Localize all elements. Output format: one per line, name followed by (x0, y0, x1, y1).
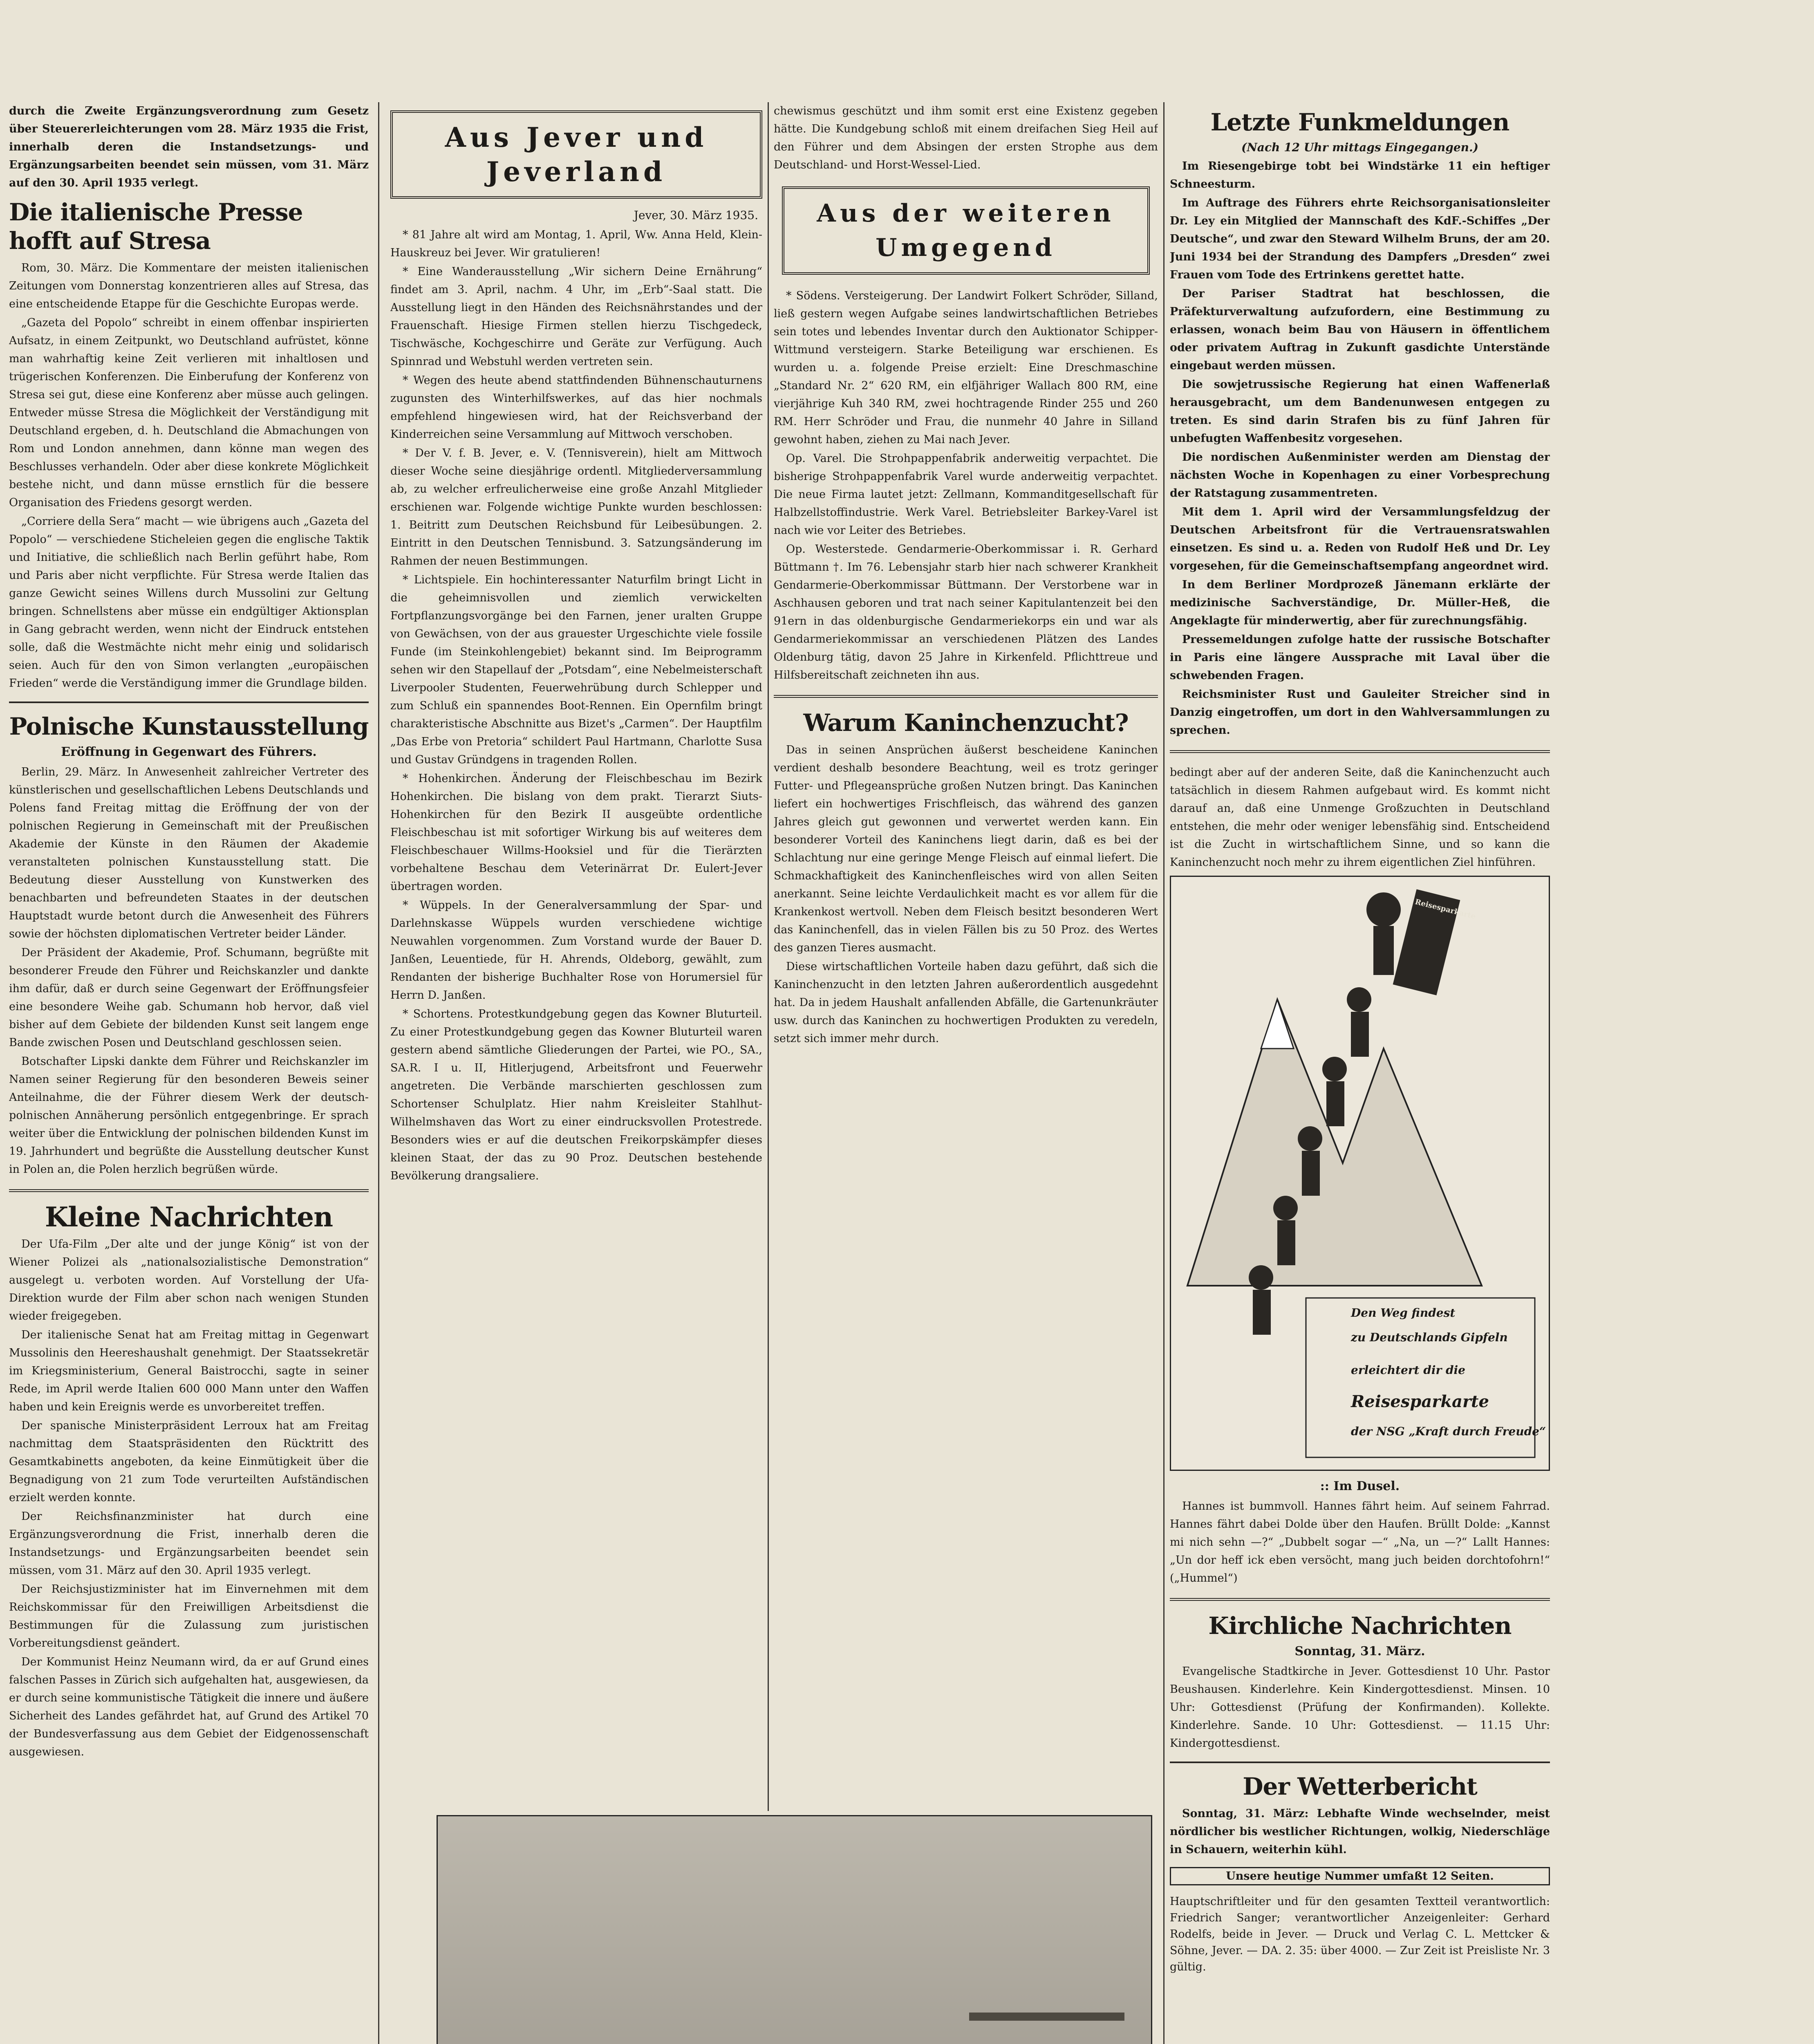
ad-text-line: zu Deutschlands Gipfeln (1351, 1331, 1508, 1344)
photo-image (438, 1816, 1151, 2044)
radio-item: Reichsminister Rust und Gauleiter Streicher sind in Danzig eingetroffen, um dort in den Wahlversammlungen zu sprechen. (1170, 688, 1550, 737)
subheadline: Sonntag, 31. März. (1294, 1644, 1425, 1659)
column-4 (1170, 102, 1550, 2044)
radio-item: In dem Berliner Mordprozeß Jänemann erklärte der medizinische Sachverständige, Dr. Müller-Heß, die Angeklagte für minderwertig, aber für zurechnungsfähig. (1170, 578, 1550, 627)
article-paragraph: Botschafter Lipski dankte dem Führer und Reichskanzler im Namen seiner Regierung für den besonderen Beweis seiner Anteilnahme, die der Führer diesem Werk der deutsch-polnischen Annäherung persönlich entgegenbringe. Er sprach weiter über die Entwicklung der polnischen bildenden Kunst im 19. Jahrhundert und begrüßte die Ausstellung deutscher Kunst in Polen an, die Polen herzlich begrüßen würde. (9, 1055, 369, 1176)
local-item: * Lichtspiele. Ein hochinteressanter Naturfilm bringt Licht in die geheimnisvollen und ziemlich verwickelten Fortpflanzungsvorgänge bei den Farnen, jener uralten Gruppe von Gewächsen, von der aus grauester Urgeschichte viele fossile Funde (im Steinkohlengebiet) bekannt sind. Im Beiprogramm sehen wir den Stapellauf der „Potsdam“, eine Nebelmeisterschaft Liverpooler Studenten, Feuerwehrübung durch Schlepper und zum Schluß ein spannendes Boot-Rennen. Ein Opernfilm bringt charakteristische Abschnitte aus Bizet's „Carmen“. Der Hauptfilm „Das Erbe von Pretoria“ schildert Paul Hartmann, Charlotte Susa und Gustav Gründgens in tragenden Rollen. (390, 574, 762, 766)
radio-item: Der Pariser Stadtrat hat beschlossen, die Präfekturverwaltung aufzufordern, eine Bestimmung zu erlassen, wonach beim Bau von Häusern in öffentlichem oder privatem Auftrag in Zukunft gasdichte Unterstände eingebaut werden müssen. (1170, 287, 1550, 372)
local-item: * Eine Wanderausstellung „Wir sichern Deine Ernährung“ findet am 3. April, nachm. 4 Uhr, im „Erb“-Saal statt. Die Ausstellung liegt in den Händen des Reichsnährstandes und der Frauenschaft. Hiesige Firmen stellen hierzu Tischgedeck, Tischwäsche, Kochgeschirre und Geräte zur Verfügung. Auch Spinnrad und Webstuhl werden vertreten sein. (390, 265, 762, 368)
article-paragraph: Berlin, 29. März. In Anwesenheit zahlreicher Vertreter des künstlerischen und gesellschaftlichen Lebens Deutschlands und Polens fand Freitag mittag die Eröffnung der von der polnischen Regierung in Gemeinschaft mit der Preußischen Akademie der Künste in den Räumen der Akademie veranstalteten polnischen Kunstausstellung statt. Die Bedeutung dieser Ausstellung von Kunstwerken des benachbarten und befreundeten Staates in der deutschen Hauptstadt wurde betont durch die Anwesenheit des Führers sowie der höchsten diplomatischen Vertreter beider Länder. (9, 766, 369, 940)
ad-illustration (1171, 877, 1549, 1470)
news-item: Der Kommunist Heinz Neumann wird, da er auf Grund eines falschen Passes in Zürich sich aufgehalten hat, ausgewiesen, da er durch seine kommunistische Tätigkeit die innere und äußere Sicherheit des Landes gefährdet hat, auf Grund des Artikel 70 der Bundesverfassung aus dem Gebiet der Eidgenossenschaft ausgewiesen. (9, 1656, 369, 1758)
headline-funkmeldungen: Letzte Funkmeldungen (1210, 108, 1509, 136)
subheadline: Eröffnung in Gegenwart des Führers. (61, 745, 317, 759)
church-text: Evangelische Stadtkirche in Jever. Gottesdienst 10 Uhr. Pastor Beushausen. Kinderlehre. Kein Kindergottesdienst. Minsen. 10 Uhr: Gottesdienst (Prüfung der Konfirmanden). Kollekte. Kinderlehre. Sande. 10 Uhr: Gottesdienst. — 11.15 Uhr: Kindergottesdienst. (1170, 1665, 1550, 1750)
article-paragraph: Das in seinen Ansprüchen äußerst bescheidene Kaninchen verdient deshalb besondere Beachtung, weil es trotz geringer Futter- und Pflegeansprüche großen Nutzen bringt. Das Kaninchen liefert ein hochwertiges Frischfleisch, das während des ganzen Jahres gleich gut gewonnen und verwertet werden kann. Ein besonderer Vorteil des Kaninchens liegt darin, daß es bei der Schlachtung nur eine geringe Menge Fleisch auf einmal liefert. Die Schmackhaftigkeit des Kaninchenfleisches wird von allen Seiten anerkannt. Seine leichte Verdaulichkeit macht es vor allem für die Krankenkost wertvoll. Neben dem Fleisch besitzt besonderen Wert das Kaninchenfell, das in vielen Fällen bis zu 50 Proz. des Wertes des ganzen Tieres ausmacht. (774, 744, 1158, 954)
column-rule (768, 102, 769, 1811)
headline-kleine-nachrichten: Kleine Nachrichten (45, 1201, 333, 1233)
ad-text-line: Den Weg findest (1351, 1306, 1456, 1320)
headline-kirchliche: Kirchliche Nachrichten (1208, 1612, 1512, 1640)
column-3 (774, 102, 1158, 1807)
subheadline: (Nach 12 Uhr mittags Eingegangen.) (1241, 141, 1479, 154)
headline-stresa: Die italienische Presse hofft auf Stresa (9, 198, 303, 255)
intro-text: durch die Zweite Ergänzungsverordnung zum Gesetz über Steuererleichterungen vom 28. März 1935 die Frist, innerhalb deren die Instandsetzungs- und Ergänzungsarbeiten beendet sein müssen, vom 31. März auf den 30. April 1935 verlegt. (9, 105, 369, 189)
news-item: Der Reichsjustizminister hat im Einvernehmen mit dem Reichskommissar für den Freiwilligen Arbeitsdienst die Bestimmungen für die Zulassung zum juristischen Vorbereitungsdienst geändert. (9, 1583, 369, 1650)
ad-text-line: erleichtert dir die (1351, 1363, 1465, 1377)
continued-text: bedingt aber auf der anderen Seite, daß die Kaninchenzucht auch tatsächlich in diesem Rahmen aufgebaut wird. Es kommt nicht darauf an, daß eine Unmenge Großzuchten in Deutschland entstehen, die mehr oder weniger lebensfähig sind. Entscheidend ist die Zucht in wirtschaftlichem Sinne, und so kann die Kaninchenzucht noch mehr zu ihrem eigentlichen Ziel hinführen. (1170, 766, 1550, 869)
column-rule (1163, 102, 1165, 2044)
local-item: * Schortens. Protestkundgebung gegen das Kowner Bluturteil. Zu einer Protestkundgebung gegen das Kowner Bluturteil waren gestern abend sämtliche Gliederungen der Partei, wie PO., SA., SA.R. I u. II, Hitlerjugend, Arbeitsfront und Feuerwehr angetreten. Die Verbände marschierten geschlossen zum Schortenser Schulplatz. Hier nahm Kreisleiter Stahlhut-Wilhelmshaven das Wort zu einer eindrucksvollen Protestrede. Besonders wies er auf die deutschen Freikorpskämpfer dieses kleinen Staat, der das zu 90 Proz. Deutschen bestehende Bevölkerung drangsaliere. (390, 1008, 762, 1182)
ad-badge: Reisesparkarte (1414, 897, 1477, 921)
section-header-box (782, 186, 1150, 275)
radio-item: Im Riesengebirge tobt bei Windstärke 11 ein heftiger Schneesturm. (1170, 160, 1550, 191)
headline-kaninchenzucht: Warum Kaninchenzucht? (803, 709, 1129, 737)
local-item: * Wüppels. In der Generalversammlung der Spar- und Darlehnskasse Wüppels wurden verschiedene wichtige Neuwahlen vorgenommen. Zum Vorstand wurde der Bauer D. Janßen, Leuentiede, für H. Ahrends, Oldeborg, gewählt, zum Rendanten der bisherige Buchhalter Rose von Horumersiel für Herrn D. Janßen. (390, 899, 762, 1002)
headline-dusel: :: Im Dusel. (1320, 1479, 1400, 1493)
local-item: * Hohenkirchen. Änderung der Fleischbeschau im Bezirk Hohenkirchen. Die bislang von dem prakt. Tierarzt Siuts-Hohenkirchen für den Bezirk II ausgeübte ordentliche Fleischbeschau ist mit sofortiger Wirkung bis auf weiteres dem Fleischbeschauer Willms-Hooksiel und für die Tierärzten vorbehaltene Beschau dem Veterinärrat Dr. Eulert-Jever übertragen worden. (390, 772, 762, 893)
advertisement-reisesparkarte (1170, 876, 1550, 1471)
section-header-box (390, 110, 762, 199)
article-paragraph: Diese wirtschaftlichen Vorteile haben dazu geführt, daß sich die Kaninchenzucht in den letzten Jahren außerordentlich ausgedehnt hat. Da in jedem Haushalt anfallenden Abfälle, die Gartenunkräuter usw. durch das Kaninchen zu hochwertigen Produkten zu veredeln, setzt sich immer mehr durch. (774, 960, 1158, 1045)
divider (9, 1189, 369, 1192)
headline-wetter: Der Wetterbericht (1243, 1773, 1477, 1800)
regional-item: Op. Varel. Die Strohpappenfabrik anderweitig verpachtet. Die bisherige Strohpappenfabrik Varel wurde anderweitig verpachtet. Die neue Firma lautet jetzt: Zellmann, Kommanditgesellschaft für Halbzellstoffindustrie. Werk Varel. Betriebsleiter Barkey-Varel ist nach wie vor Leiter des Betriebes. (774, 452, 1158, 537)
anecdote-text: Hannes ist bummvoll. Hannes fährt heim. Auf seinem Fahrrad. Hannes fährt dabei Dolde über den Haufen. Brüllt Dolde: „Kannst mi nich sehn —?“ „Dubbelt sogar —“ „Na, un —?“ Lallt Hannes: „Un dor heff ick eben versöcht, mang juch beiden dorchtofohrn!“ („Hummel“) (1170, 1500, 1550, 1585)
article-paragraph: Rom, 30. März. Die Kommentare der meisten italienischen Zeitungen vom Donnerstag konzentrieren alles auf Stresa, das eine entscheidende Etappe für die Geschichte Europas werde. (9, 262, 369, 310)
news-item: Der spanische Ministerpräsident Lerroux hat am Freitag nachmittag dem Staatspräsidenten den Rücktritt des Gesamtkabinetts angeboten, da keine Einmütigkeit über die Begnadigung von 21 zum Tode verurteilten Aufständischen erzielt werden konnte. (9, 1419, 369, 1504)
divider (9, 702, 369, 703)
regional-item: * Södens. Versteigerung. Der Landwirt Folkert Schröder, Silland, ließ gestern wegen Aufgabe seines landwirtschaftlichen Betriebes sein totes und lebendes Inventar durch den Auktionator Schipper-Wittmund versteigern. Starke Beteiligung war erschienen. Es wurden u. a. folgende Preise erzielt: Eine Dreschmaschine „Standard Nr. 2“ 620 RM, ein elfjähriger Wallach 800 RM, eine vierjährige Kuh 340 RM, zwei hochtragende Rinder 255 und 260 RM. Herr Schröder und Frau, die nunmehr 40 Jahre in Silland gewohnt haben, ziehen zu Mai nach Jever. (774, 289, 1158, 446)
divider (1170, 1598, 1550, 1601)
local-item: * Wegen des heute abend stattfindenden Bühnenschauturnens zugunsten des Winterhilfswerkes, auf das hier nochmals empfehlend hingewiesen wird, hat der Reichsverband der Kinderreichen seine Versammlung auf Mittwoch verschoben. (390, 374, 762, 441)
news-photo (437, 1815, 1152, 2044)
regional-item: Op. Westerstede. Gendarmerie-Oberkommissar i. R. Gerhard Büttmann †. Im 76. Lebensjahr starb hier nach schwerer Krankheit Gendarmerie-Oberkommissar Büttmann. Der Verstorbene war in Aschhausen geboren und trat nach seiner Kapitulantenzeit bei den 91ern in das oldenburgische Gendarmeriekorps ein und war als Gendarmeriekommissar an verschiedenen Plätzen des Landes Oldenburg tätig, davon 25 Jahre in Kirkenfeld. Pflichttreue und Hilfsbereitschaft zeichneten ihn aus. (774, 543, 1158, 681)
radio-item: Die sowjetrussische Regierung hat einen Waffenerlaß herausgebracht, um dem Bandenunwesen entgegen zu treten. Es sind darin Strafen bis zu fünf Jahren für unbefugten Waffenbesitz vorgesehen. (1170, 378, 1550, 445)
ad-text-line: Reisesparkarte (1351, 1392, 1489, 1411)
article-paragraph: „Gazeta del Popolo“ schreibt in einem offenbar inspirierten Aufsatz, in einem Zeitpunkt, wo Deutschland aufrüstet, könne man wahrhaftig keine Zeit verlieren mit inhaltlosen und trügerischen Konferenzen. Die Einberufung der Konferenz von Stresa sei gut, diese eine Konferenz aber müsse auch gelingen. Entweder müsse Stresa die Möglichkeit der Verständigung mit Deutschland ergeben, d. h. Deutschland die Abmachungen von Rom und London annehmen, dann könne man wegen des Beschlusses verhandeln. Oder aber diese konkrete Möglichkeit bestehe nicht, und dann müsse ernstlich für die bessere Organisation des Friedens gesorgt werden. (9, 316, 369, 509)
column-rule (378, 102, 379, 2044)
news-item: Der italienische Senat hat am Freitag mittag in Gegenwart Mussolinis den Heereshaushalt genehmigt. Der Staatssekretär im Kriegsministerium, General Baistrocchi, sagte in seiner Rede, im April werde Italien 600 000 Mann unter den Waffen haben und kein Ereignis werde es unvorbereitet treffen. (9, 1329, 369, 1413)
news-item: Der Reichsfinanzminister hat durch eine Ergänzungsverordnung die Frist, innerhalb deren die Instandsetzungs- und Ergänzungsarbeiten beendet sein müssen, vom 31. März auf den 30. April 1935 verlegt. (9, 1510, 369, 1577)
divider (1170, 750, 1550, 753)
radio-item: Im Auftrage des Führers ehrte Reichsorganisationsleiter Dr. Ley ein Mitglied der Mannschaft des KdF.-Schiffes „Der Deutsche“, und zwar den Steward Wilhelm Bruns, der am 20. Juni 1934 bei der Strandung des Dampfers „Dresden“ zwei Frauen vom Tode des Ertrinkens gerettet hatte. (1170, 197, 1550, 281)
page-count-notice: Unsere heutige Nummer umfaßt 12 Seiten. (1170, 1867, 1550, 1885)
article-paragraph: „Corriere della Sera“ macht — wie übrigens auch „Gazeta del Popolo“ — verschiedene Sticheleien gegen die englische Taktik und Initiative, die schließlich nach Berlin geführt habe, Rom und Paris aber nicht verpflichte. Für Stresa werde Italien das ganze Gewicht seines Willens durch Mussolini zur Geltung bringen. Schnellstens aber müsse ein endgültiger Aktionsplan in Gang gebracht werden, wenn nicht der Eindruck entstehen solle, daß die Westmächte nicht mehr einig und solidarisch seien. Auch für den von Simon verlangten „europäischen Frieden“ werde die Verständigung immer die Grundlage bilden. (9, 515, 369, 690)
radio-item: Pressemeldungen zufolge hatte der russische Botschafter in Paris eine längere Aussprache mit Laval über die schwebenden Fragen. (1170, 633, 1550, 682)
radio-item: Die nordischen Außenminister werden am Dienstag der nächsten Woche in Kopenhagen zu einer Vorbesprechung der Ratstagung zusammentreten. (1170, 451, 1550, 500)
divider (774, 695, 1158, 698)
local-item: * Der V. f. B. Jever, e. V. (Tennisverein), hielt am Mittwoch dieser Woche seine diesjährige ordentl. Mitgliederversammlung ab, zu welcher erfreulicherweise eine große Anzahl Mitglieder erschienen war. Folgende wichtige Punkte wurden beschlossen: 1. Beitritt zum Deutschen Reichsbund für Leibesübungen. 2. Eintritt in den Deutschen Tennisbund. 3. Satzungsänderung im Rahmen der neuen Bestimmungen. (390, 447, 762, 567)
headline-kunstausstellung: Polnische Kunstausstellung (9, 713, 369, 740)
impressum: Hauptschriftleiter und für den gesamten Textteil verantwortlich: Friedrich Sanger; verantwortlicher Anzeigenleiter: Gerhard Rodelfs, beide in Jever. — Druck und Verlag C. L. Mettcker & Söhne, Jever. — DA. 2. 35: über 4000. — Zur Zeit ist Preisliste Nr. 3 gültig. (1170, 1895, 1550, 1973)
continued-text: chewismus geschützt und ihm somit erst eine Existenz gegeben hätte. Die Kundgebung schloß mit einem dreifachen Sieg Heil auf den Führer und dem Absingen der ersten Strophe aus dem Deutschland- und Horst-Wessel-Lied. (774, 105, 1158, 171)
local-item: * 81 Jahre alt wird am Montag, 1. April, Ww. Anna Held, Klein-Hauskreuz bei Jever. Wir gratulieren! (390, 229, 762, 259)
divider (1170, 1762, 1550, 1763)
weather-text: Sonntag, 31. März: Lebhafte Winde wechselnder, meist nördlicher bis westlicher Richtungen, wolkig, Niederschläge in Schauern, weiterhin kühl. (1170, 1807, 1550, 1856)
section-title-umgegend: Aus der weiteren Umgegend (817, 199, 1115, 262)
news-item: Der Ufa-Film „Der alte und der junge König“ ist von der Wiener Polizei als „nationalsozialistische Demonstration“ ausgelegt u. verboten worden. Auf Vorstellung der Ufa-Direktion wurde der Film aber schon nach wenigen Stunden wieder freigegeben. (9, 1238, 369, 1322)
dateline: Jever, 30. März 1935. (634, 208, 758, 222)
column-2 (390, 102, 762, 1807)
article-paragraph: Der Präsident der Akademie, Prof. Schumann, begrüßte mit besonderer Freude den Führer und Reichskanzler und dankte ihm dafür, daß er durch seine Gegenwart der Eröffnungsfeier eine besondere Weihe gab. Schumann hob hervor, daß viel bisher auf dem Gebiete der bildenden Kunst seit langem enge Bande zwischen Posen und Deutschland geschlossen seien. (9, 946, 369, 1049)
column-1 (9, 102, 369, 2044)
ad-text-line: der NSG „Kraft durch Freude“ (1351, 1425, 1546, 1438)
section-title-jever: Aus Jever und Jeverland (445, 121, 708, 188)
radio-item: Mit dem 1. April wird der Versammlungsfeldzug der Deutschen Arbeitsfront für die Vertrauensratswahlen einsetzen. Es sind u. a. Reden von Rudolf Heß und Dr. Ley vorgesehen, für die Gemeinschaftsempfang angeordnet wird. (1170, 506, 1550, 572)
